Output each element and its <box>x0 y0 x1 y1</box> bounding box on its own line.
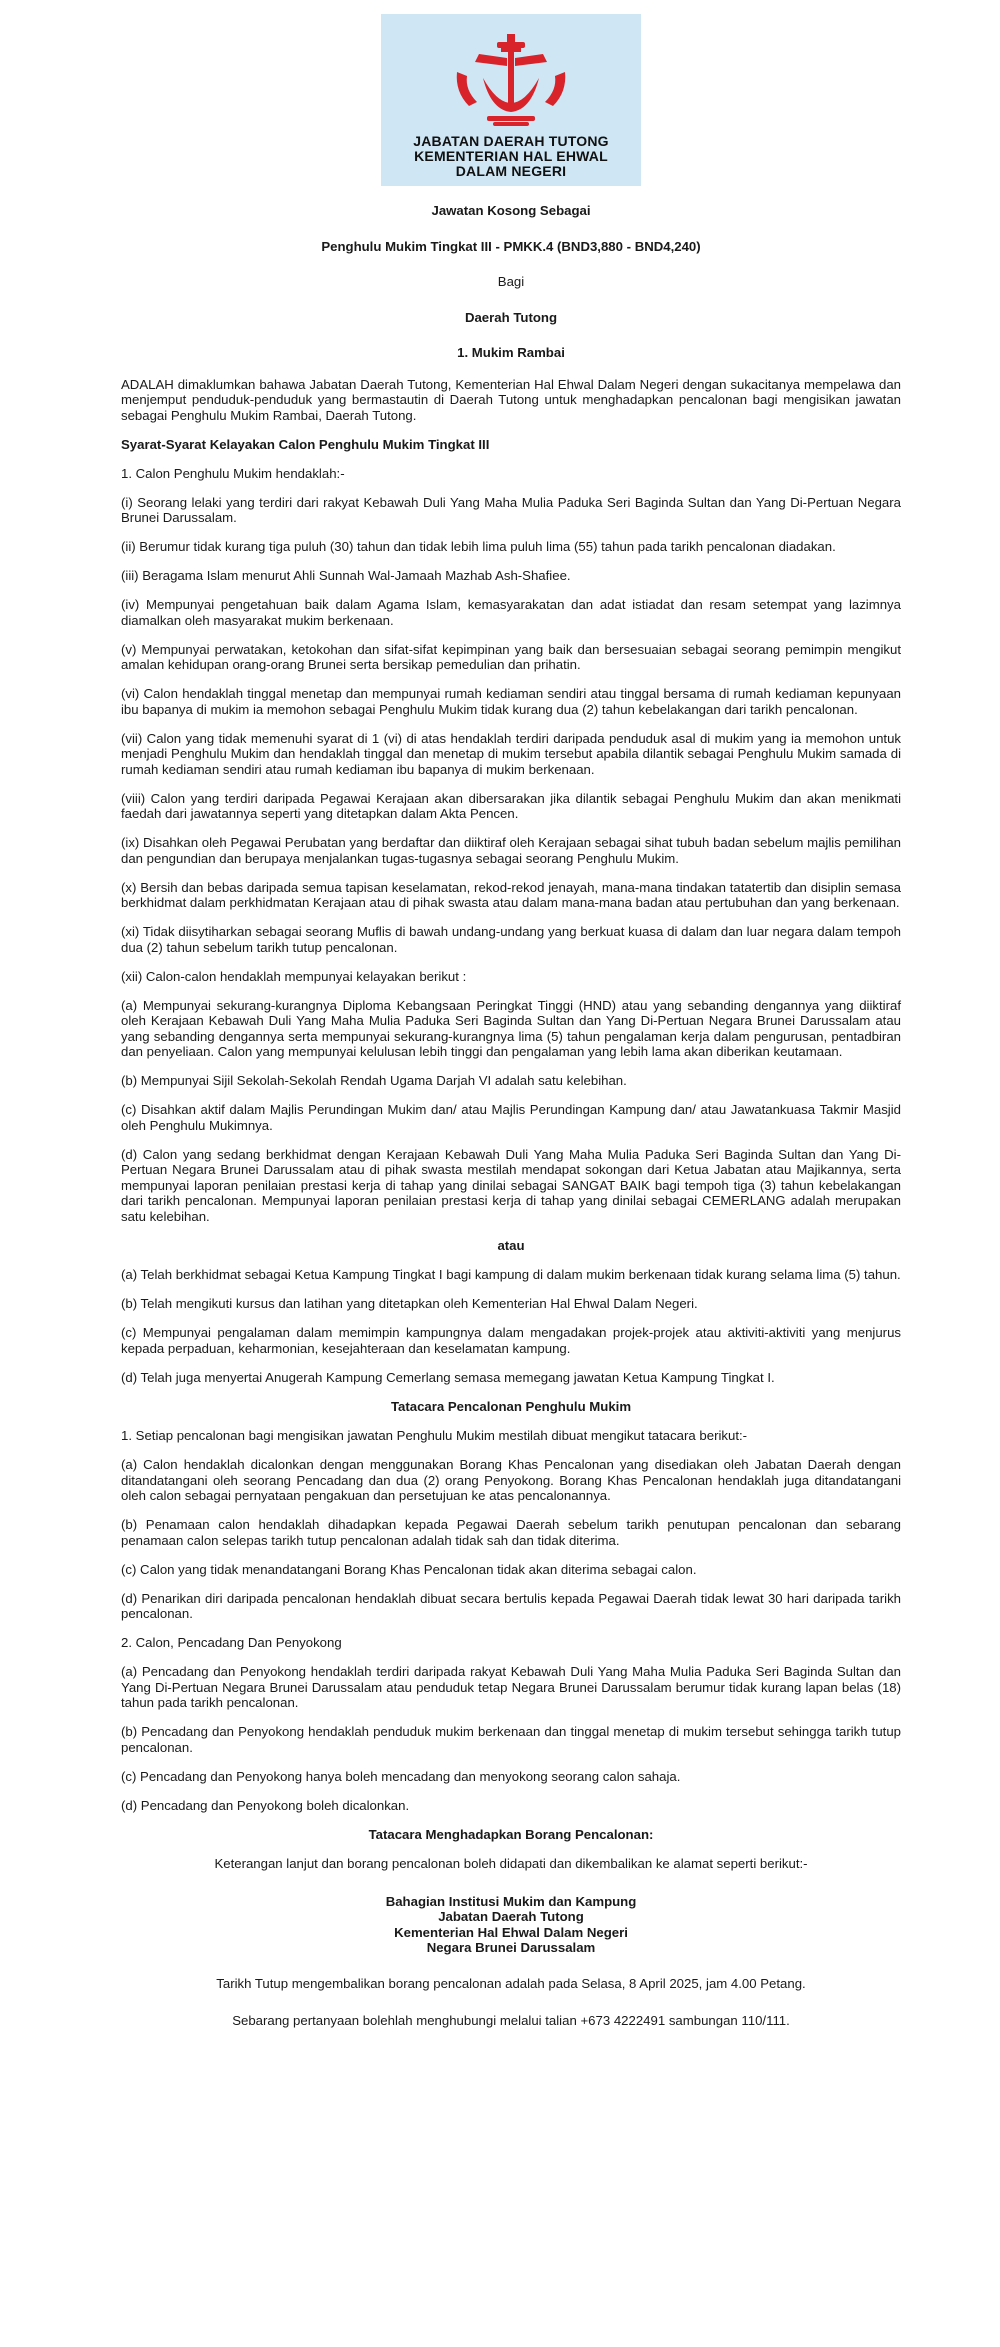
syarat-item: (xi) Tidak diisytiharkan sebagai seorang Muflis di bawah undang-undang yang berkuat kuasa di dalam dan luar negara dalam tempoh dua (2) tahun sebelum tarikh tutup pencalonan. <box>121 924 901 955</box>
syarat-item: (viii) Calon yang terdiri daripada Pegawai Kerajaan akan dibersarakan jika dilantik sebagai Penghulu Mukim dan akan menikmati faedah dari jawatannya seperti yang ditetapkan dalam Akta Pencen. <box>121 790 901 821</box>
logo-line-1: JABATAN DAERAH TUTONG <box>413 133 609 149</box>
brunei-crest-icon <box>451 32 571 132</box>
title-position: Penghulu Mukim Tingkat III - PMKK.4 (BND3,880 - BND4,240) <box>321 238 701 254</box>
tatacara-item: (a) Calon hendaklah dicalonkan dengan menggunakan Borang Khas Pencalonan yang disediakan oleh Jabatan Daerah dengan ditandatangani oleh seorang Pencadang dan dua (2) orang Penyokong. Borang Khas Pencalonan hendaklah juga ditandatangani oleh calon sebagai pernyataan pengakuan dan persetujuan ke atas pencalonannya. <box>121 1457 901 1503</box>
syarat-item: (i) Seorang lelaki yang terdiri dari rakyat Kebawah Duli Yang Maha Mulia Paduka Seri Baginda Sultan dan Yang Di-Pertuan Negara Brunei Darussalam. <box>121 494 901 525</box>
address-line-4: Negara Brunei Darussalam <box>426 1940 596 1955</box>
address-line-1: Bahagian Institusi Mukim dan Kampung <box>385 1893 637 1909</box>
tatacara-item: (b) Penamaan calon hendaklah dihadapkan kepada Pegawai Daerah sebelum tarikh penutupan pencalonan dan sebarang penamaan calon selepas tarikh tutup pencalonan adalah tidak sah dan tidak diterima. <box>121 1517 901 1548</box>
tatacara-item: (c) Calon yang tidak menandatangani Borang Khas Pencalonan tidak akan diterima sebagai calon. <box>121 1561 697 1577</box>
syarat-sub: 1. Calon Penghulu Mukim hendaklah:- <box>121 465 345 481</box>
document-body <box>121 203 901 2029</box>
syarat-item: (iii) Beragama Islam menurut Ahli Sunnah Wal-Jamaah Mazhab Ash-Shafiee. <box>121 568 571 583</box>
syarat-heading: Syarat-Syarat Kelayakan Calon Penghulu Mukim Tingkat III <box>121 436 490 452</box>
menghadapkan-info: Keterangan lanjut dan borang pencalonan boleh didapati dan dikembalikan ke alamat seperti berikut:- <box>214 1856 808 1871</box>
tatacara-item: 2. Calon, Pencadang Dan Penyokong <box>121 1635 342 1650</box>
tatacara-item: (d) Penarikan diri daripada pencalonan hendaklah dibuat secara bertulis kepada Pegawai Daerah tidak lewat 30 hari daripada tarikh pencalonan. <box>121 1590 901 1621</box>
menghadapkan-heading: Tatacara Menghadapkan Borang Pencalonan: <box>368 1826 654 1842</box>
title-daerah: Daerah Tutong <box>464 309 558 325</box>
syarat-item: (vi) Calon hendaklah tinggal menetap dan mempunyai rumah kediaman sendiri atau tinggal bersama di rumah kediaman kepunyaan ibu bapanya di mukim ia memohon sebagai Penghulu Mukim tidak kurang dua (2) tahun kebelakangan dari tarikh pencalonan. <box>121 686 901 717</box>
syarat-item: (xii) Calon-calon hendaklah mempunyai kelayakan berikut : <box>121 968 467 984</box>
logo-line-2: KEMENTERIAN HAL EHWAL <box>414 148 608 164</box>
intro-paragraph: ADALAH dimaklumkan bahawa Jabatan Daerah Tutong, Kementerian Hal Ehwal Dalam Negeri dengan sukacitanya mempelawa dan menjemput penduduk-penduduk yang bermastautin di Daerah Tutong untuk menghadapkan pencalonan bagi mengisikan jawatan sebagai Penghulu Mukim Rambai, Daerah Tutong. <box>121 376 901 423</box>
syarat-item: (b) Mempunyai Sijil Sekolah-Sekolah Rendah Ugama Darjah VI adalah satu kelebihan. <box>121 1073 627 1088</box>
syarat-item: (vii) Calon yang tidak memenuhi syarat di 1 (vi) di atas hendaklah terdiri daripada penduduk asal di mukim yang ia memohon untuk menjadi Penghulu Mukim dan hendaklah tinggal dan menetap di mukim tersebut apabila dilantik sebagai Penghulu Mukim samada di rumah kediaman sendiri atau rumah kediaman ibu bapanya di mukim berkenaan. <box>121 730 901 777</box>
tatacara-item: (d) Pencadang dan Penyokong boleh dicalonkan. <box>121 1797 410 1813</box>
return-address <box>121 1894 901 1956</box>
syarat-item: (d) Calon yang sedang berkhidmat dengan Kerajaan Kebawah Duli Yang Maha Mulia Paduka Seri Baginda Sultan dan Yang Di-Pertuan Negara Brunei Darussalam atau di pihak swasta mestilah mendapat sokongan dari Ketua Jabatan atau Majikannya, serta mempunyai laporan penilaian prestasi kerja di tahap yang dinilai sebagai SANGAT BAIK bagi tempoh tiga (3) tahun kebelakangan dari tarikh pencalonan. Mempunyai laporan penilaian prestasi kerja di tahap yang dinilai sebagai CEMERLANG adalah merupakan satu kelebihan. <box>121 1146 901 1224</box>
closing-date: Tarikh Tutup mengembalikan borang pencalonan adalah pada Selasa, 8 April 2025, jam 4.00 Petang. <box>216 1975 806 1991</box>
logo-text <box>381 134 641 179</box>
tatacara-item: (a) Pencadang dan Penyokong hendaklah terdiri daripada rakyat Kebawah Duli Yang Maha Mulia Paduka Seri Baginda Sultan dan Yang Di-Pertuan Negara Brunei Darussalam atau penduduk tetap Negara Brunei Darussalam berumur tidak kurang lapan belas (18) tahun pada tarikh pencalonan. <box>121 1664 901 1710</box>
title-bagi: Bagi <box>497 274 525 289</box>
address-line-3: Kementerian Hal Ehwal Dalam Negeri <box>394 1924 628 1940</box>
tatacara-item: (b) Pencadang dan Penyokong hendaklah penduduk mukim berkenaan dan tinggal menetap di mukim tersebut sehingga tarikh tutup pencalonan. <box>121 1724 901 1755</box>
title-mukim: 1. Mukim Rambai <box>457 345 565 360</box>
syarat-item: (iv) Mempunyai pengetahuan baik dalam Agama Islam, kemasyarakatan dan adat istiadat dan resam setempat yang lazimnya diamalkan oleh masyarakat mukim berkenaan. <box>121 597 901 628</box>
alt-item: (d) Telah juga menyertai Anugerah Kampung Cemerlang semasa memegang jawatan Ketua Kampung Tingkat I. <box>121 1369 775 1385</box>
syarat-item: (x) Bersih dan bebas daripada semua tapisan keselamatan, rekod-rekod jenayah, mana-mana tindakan tatatertib dan disiplin semasa berkhidmat dalam perkhidmatan Kerajaan atau di pihak swasta atau dalam mana-mana badan atau pertubuhan dan yang berkenaan. <box>121 879 901 910</box>
syarat-item: (ix) Disahkan oleh Pegawai Perubatan yang berdaftar dan diiktiraf oleh Kerajaan sebagai sihat tubuh badan sebelum majlis pemilihan dan pengundian dan berupaya menjalankan tugas-tugasnya sebagai seorang Penghulu Mukim. <box>121 835 901 866</box>
syarat-item: (c) Disahkan aktif dalam Majlis Perundingan Mukim dan/ atau Majlis Perundingan Kampung dan/ atau Jawatankuasa Takmir Masjid oleh Penghulu Mukimnya. <box>121 1102 901 1133</box>
alt-item: (a) Telah berkhidmat sebagai Ketua Kampung Tingkat I bagi kampung di dalam mukim berkenaan tidak kurang selama lima (5) tahun. <box>121 1267 901 1282</box>
alt-item: (b) Telah mengikuti kursus dan latihan yang ditetapkan oleh Kementerian Hal Ehwal Dalam Negeri. <box>121 1296 698 1311</box>
tatacara-heading: Tatacara Pencalonan Penghulu Mukim <box>390 1398 632 1414</box>
syarat-item: (ii) Berumur tidak kurang tiga puluh (30) tahun dan tidak lebih lima puluh lima (55) tahun pada tarikh pencalonan diadakan. <box>121 539 836 554</box>
syarat-item: (v) Mempunyai perwatakan, ketokohan dan sifat-sifat kepimpinan yang baik dan bersesuaian sebagai seorang pemimpin mengikut amalan kehidupan orang-orang Brunei serta bersikap pemedulian dan prihatin. <box>121 641 901 672</box>
atau-separator: atau <box>497 1237 525 1253</box>
contact-info: Sebarang pertanyaan bolehlah menghubungi melalui talian +673 4222491 sambungan 110/111. <box>232 2013 790 2028</box>
department-logo <box>381 14 641 186</box>
tatacara-item: 1. Setiap pencalonan bagi mengisikan jawatan Penghulu Mukim mestilah dibuat mengikut tatacara berikut:- <box>121 1428 748 1443</box>
title-jawatan: Jawatan Kosong Sebagai <box>431 203 591 218</box>
address-line-2: Jabatan Daerah Tutong <box>438 1909 584 1924</box>
logo-line-3: DALAM NEGERI <box>455 163 567 179</box>
syarat-item: (a) Mempunyai sekurang-kurangnya Diploma Kebangsaan Peringkat Tinggi (HND) atau yang sebanding dengannya yang diiktiraf oleh Kerajaan Kebawah Duli Yang Maha Mulia Paduka Seri Baginda Sultan dan Yang Di-Pertuan Negara Brunei Darussalam atau yang sebanding dengannya serta mempunyai sekurang-kurangnya lima (5) tahun pengalaman kerja dalam pengurusan, pentadbiran dan penyeliaan. Calon yang mempunyai kelulusan lebih tinggi dan pengalaman yang lebih lama akan diberikan keutamaan. <box>121 997 901 1059</box>
tatacara-item: (c) Pencadang dan Penyokong hanya boleh mencadang dan menyokong seorang calon sahaja. <box>121 1768 681 1784</box>
alt-item: (c) Mempunyai pengalaman dalam memimpin kampungnya dalam mengadakan projek-projek atau aktiviti-aktiviti yang menjurus kepada perpaduan, keharmonian, kesejahteraan dan keselamatan kampung. <box>121 1325 901 1356</box>
